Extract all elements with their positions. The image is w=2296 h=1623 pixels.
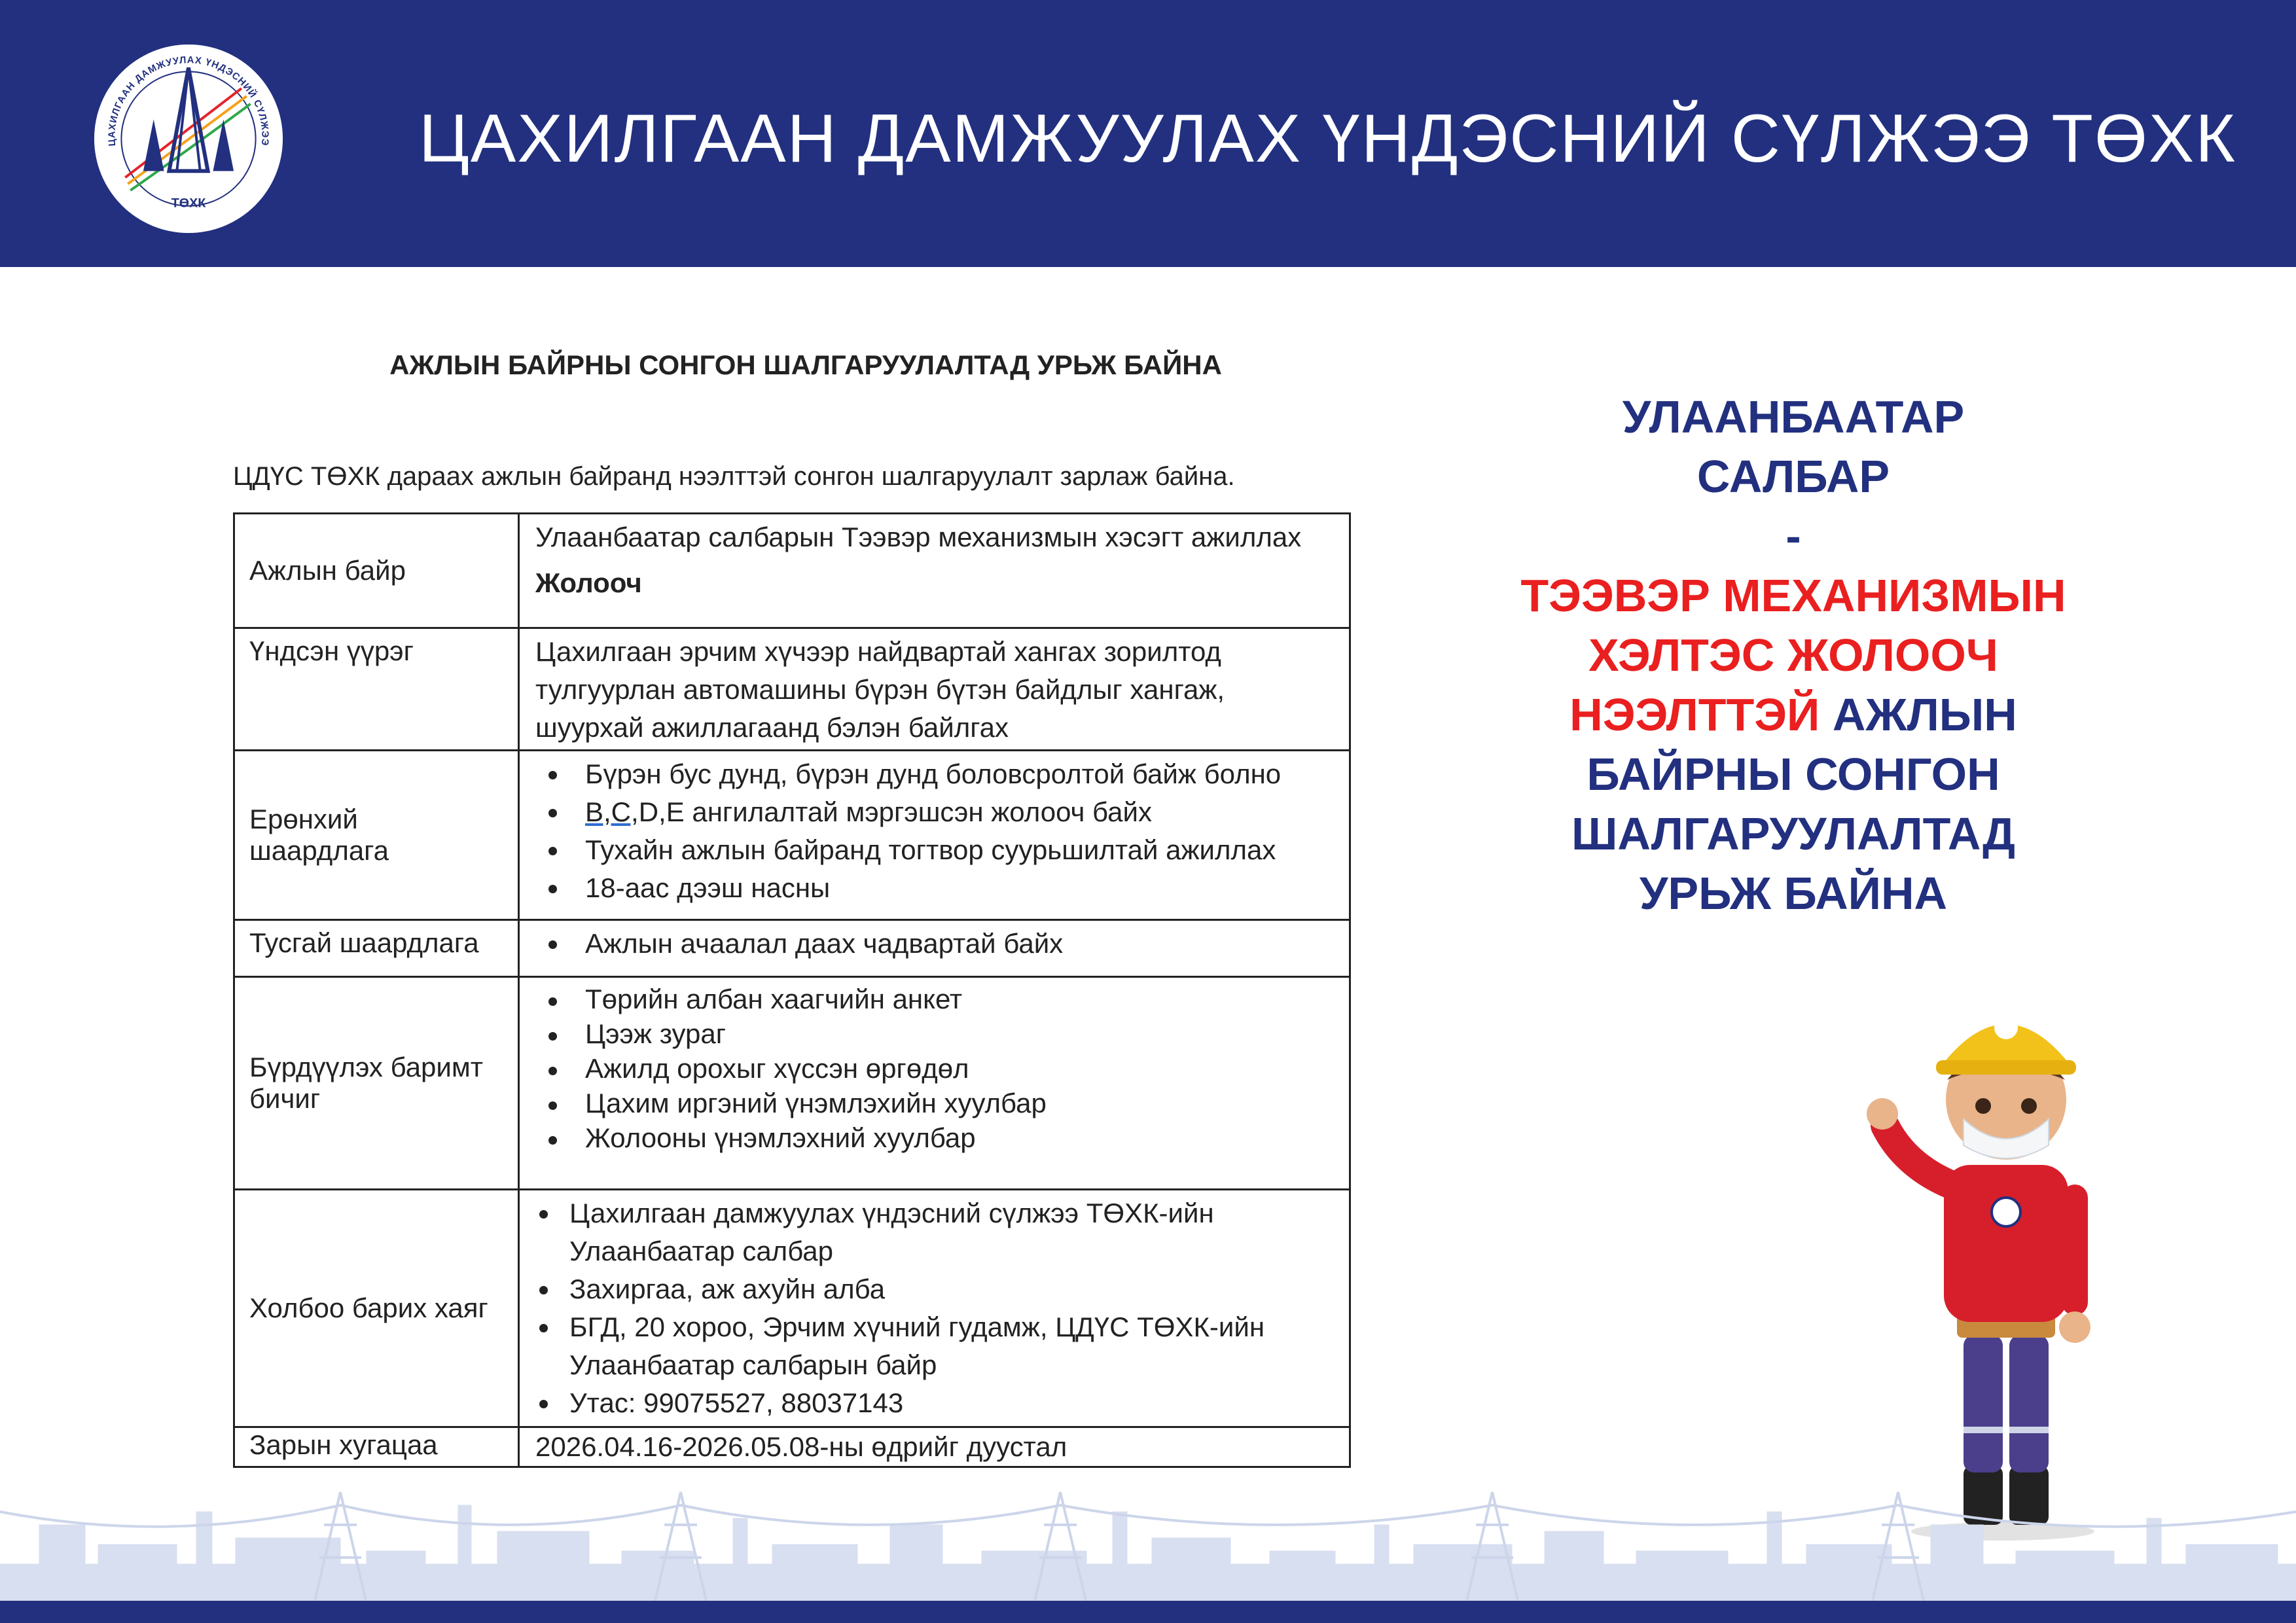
side-heading-mixed-line (1466, 685, 2121, 745)
notice-heading: АЖЛЫН БАЙРНЫ СОНГОН ШАЛГАРУУЛАЛТАД УРЬЖ БАЙНА (389, 349, 1222, 380)
list-item: Жолооны үнэмлэхний хуулбар (535, 1120, 1333, 1155)
side-heading-after-open: АЖЛЫН (1820, 689, 2017, 740)
list-item: БГД, 20 хороо, Эрчим хүчний гудамж, ЦДҮС ТӨХК-ийн Улаанбаатар салбарын байр (535, 1308, 1333, 1384)
side-heading-red-line: ТЭЭВЭР МЕХАНИЗМЫН (1520, 570, 2066, 621)
special-requirements-cell (519, 920, 1350, 977)
contact-cell (519, 1190, 1350, 1427)
list-item: Цээж зураг (535, 1016, 1333, 1051)
side-heading-dash: - (1785, 510, 1801, 562)
list-item (535, 793, 1333, 831)
deadline-value: 2026.04.16-2026.05.08-ны өдрийг дуустал (519, 1427, 1350, 1467)
organization-title: ЦАХИЛГААН ДАМЖУУЛАХ ҮНДЭСНИЙ СҮЛЖЭЭ ТӨХК (419, 101, 2236, 177)
list-item: Төрийн албан хаагчийн анкет (535, 982, 1333, 1016)
position-value: Улаанбаатар салбарын Тээвэр механизмын хэсэгт ажиллах (535, 522, 1302, 552)
general-requirements-cell (519, 751, 1350, 920)
documents-cell (519, 977, 1350, 1190)
side-heading-line: ШАЛГАРУУЛАЛТАД (1571, 808, 2015, 859)
special-requirements-list (535, 925, 1333, 963)
logo-ring-text: ЦАХИЛГААН ДАМЖУУЛАХ ҮНДЭСНИЙ СҮЛЖЭЭ (107, 55, 270, 147)
table-row-deadline (234, 1427, 1350, 1467)
list-item: Цахилгаан дамжуулах үндэсний сүлжээ ТӨХК-ийн Улаанбаатар салбар (535, 1194, 1333, 1270)
license-classes-underlined: B,C, (585, 796, 639, 827)
logo-abbr: ТӨХК (171, 196, 206, 211)
side-heading-line: САЛБАР (1696, 451, 1890, 502)
license-classes-rest: D,E ангилалтай мэргэшсэн жолооч байх (638, 796, 1152, 827)
company-logo (92, 42, 285, 236)
position-title: Жолооч (535, 567, 642, 598)
side-heading-line: БАЙРНЫ СОНГОН (1587, 749, 2000, 800)
deadline-label: Зарын хугацаа (234, 1427, 519, 1467)
list-item: Ажилд орохыг хүссэн өргөдөл (535, 1051, 1333, 1086)
list-item: Захиргаа, аж ахуйн алба (535, 1270, 1333, 1308)
list-item: 18-аас дээш насны (535, 869, 1333, 907)
table-row-special-requirements (234, 920, 1350, 977)
side-heading (1466, 387, 2121, 923)
side-heading-line: УЛААНБААТАР (1622, 391, 1965, 442)
list-item: Ажлын ачаалал даах чадвартай байх (535, 925, 1333, 963)
table-row-contact (234, 1190, 1350, 1427)
general-requirements-list (535, 755, 1333, 907)
documents-list (535, 982, 1333, 1155)
general-requirements-label: Ерөнхий шаардлага (234, 751, 519, 920)
special-requirements-label: Тусгай шаардлага (234, 920, 519, 977)
job-details-table (233, 512, 1351, 1468)
list-item: Цахим иргэний үнэмлэхийн хуулбар (535, 1086, 1333, 1120)
documents-label: Бүрдүүлэх баримт бичиг (234, 977, 519, 1190)
header-bar (0, 0, 2296, 267)
position-label: Ажлын байр (234, 514, 519, 628)
table-row-main-duty (234, 628, 1350, 751)
position-value-cell (519, 514, 1350, 628)
worker-mascot-illustration (1865, 969, 2140, 1544)
footer-bar (0, 1601, 2296, 1623)
side-heading-red-line: ХЭЛТЭС ЖОЛООЧ (1588, 630, 1998, 681)
contact-label: Холбоо барих хаяг (234, 1190, 519, 1427)
main-duty-label: Үндсэн үүрэг (234, 628, 519, 751)
power-grid-skyline-decoration (0, 1486, 2296, 1603)
list-item: Тухайн ажлын байранд тогтвор суурьшилтай ажиллах (535, 831, 1333, 869)
main-duty-value: Цахилгаан эрчим хүчээр найдвартай хангах зорилтод тулгуурлан автомашины бүрэн бүтэн байдлыг хангаж, шуурхай ажиллагаанд бэлэн байлгах (519, 628, 1350, 751)
list-item: Утас: 99075527, 88037143 (535, 1384, 1333, 1422)
table-row-general-requirements (234, 751, 1350, 920)
table-row-documents (234, 977, 1350, 1190)
side-heading-line: УРЬЖ БАЙНА (1639, 868, 1948, 919)
contact-list (535, 1194, 1333, 1422)
notice-intro: ЦДҮС ТӨХК дараах ажлын байранд нээлттэй сонгон шалгаруулалт зарлаж байна. (233, 462, 1235, 491)
table-row-position (234, 514, 1350, 628)
list-item: Бүрэн бус дунд, бүрэн дунд боловсролтой байж болно (535, 755, 1333, 793)
side-heading-open-word: НЭЭЛТТЭЙ (1570, 689, 1820, 740)
